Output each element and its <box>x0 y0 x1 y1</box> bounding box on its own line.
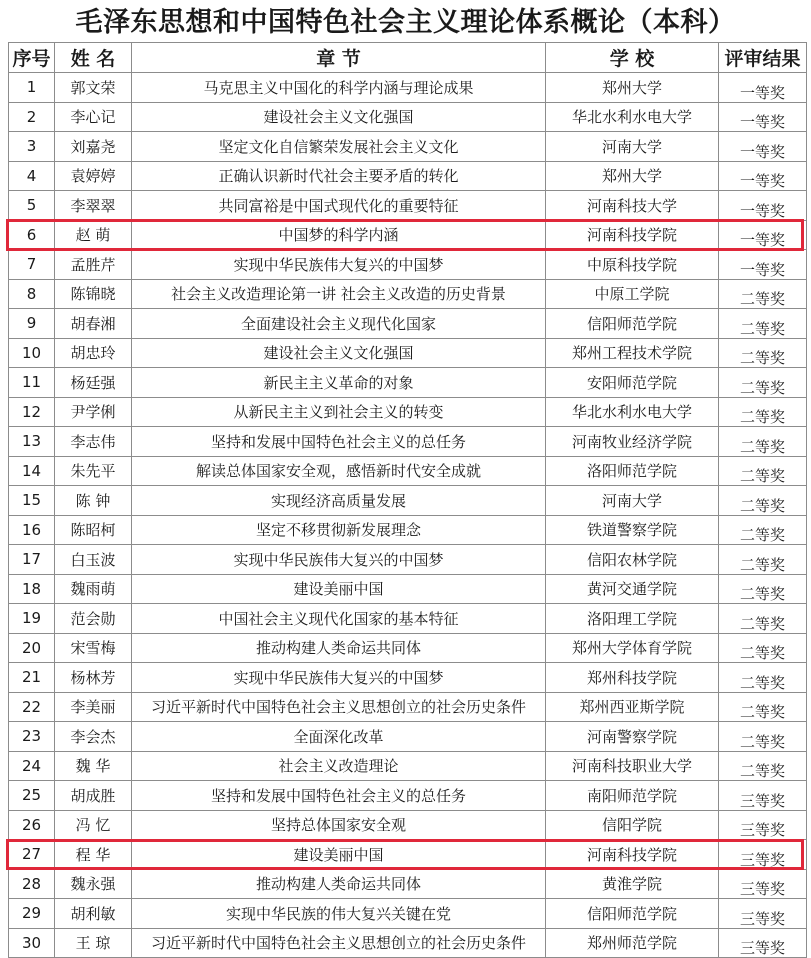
row-no-cell: 20 <box>9 633 55 663</box>
row-no-cell: 21 <box>9 663 55 693</box>
row-result-cell: 一等奖 <box>719 161 807 191</box>
row-school-cell: 南阳师范学院 <box>546 781 719 811</box>
row-name-cell: 李美丽 <box>55 692 132 722</box>
row-chapter-cell: 推动构建人类命运共同体 <box>132 869 546 899</box>
row-chapter-cell: 实现中华民族的伟大复兴关键在党 <box>132 899 546 929</box>
row-name-cell: 袁婷婷 <box>55 161 132 191</box>
page-title: 毛泽东思想和中国特色社会主义理论体系概论（本科） <box>75 7 736 38</box>
row-chapter-cell: 习近平新时代中国特色社会主义思想创立的社会历史条件 <box>132 928 546 958</box>
row-name-cell: 陈昭柯 <box>55 515 132 545</box>
table-row <box>9 899 807 929</box>
row-no-cell: 2 <box>9 102 55 132</box>
table-body <box>9 73 807 958</box>
row-no-cell: 3 <box>9 132 55 162</box>
row-result-cell: 二等奖 <box>719 633 807 663</box>
row-no-cell: 6 <box>9 220 55 250</box>
row-no-cell: 18 <box>9 574 55 604</box>
row-chapter-cell: 建设美丽中国 <box>132 574 546 604</box>
row-name-cell: 尹学俐 <box>55 397 132 427</box>
row-school-cell: 中原工学院 <box>546 279 719 309</box>
row-no-cell: 15 <box>9 486 55 516</box>
row-name-cell: 范会勋 <box>55 604 132 634</box>
row-no-cell: 11 <box>9 368 55 398</box>
row-result-cell: 三等奖 <box>719 928 807 958</box>
row-school-cell: 郑州大学 <box>546 161 719 191</box>
row-no-cell: 4 <box>9 161 55 191</box>
table-row <box>9 486 807 516</box>
table-row <box>9 427 807 457</box>
row-result-cell: 二等奖 <box>719 574 807 604</box>
row-school-cell: 河南大学 <box>546 132 719 162</box>
row-result-cell: 二等奖 <box>719 309 807 339</box>
row-school-cell: 河南科技职业大学 <box>546 751 719 781</box>
row-name-cell: 李会杰 <box>55 722 132 752</box>
row-chapter-cell: 坚持和发展中国特色社会主义的总任务 <box>132 427 546 457</box>
table-row <box>9 191 807 221</box>
table-row <box>9 250 807 280</box>
table-row <box>9 309 807 339</box>
row-name-cell: 李心记 <box>55 102 132 132</box>
row-chapter-cell: 建设社会主义文化强国 <box>132 338 546 368</box>
table-row <box>9 397 807 427</box>
row-school-cell: 黄河交通学院 <box>546 574 719 604</box>
row-name-cell: 白玉波 <box>55 545 132 575</box>
row-name-cell: 李志伟 <box>55 427 132 457</box>
table-row <box>9 456 807 486</box>
row-result-cell: 二等奖 <box>719 604 807 634</box>
row-name-cell: 陈锦晓 <box>55 279 132 309</box>
row-name-cell: 宋雪梅 <box>55 633 132 663</box>
row-school-cell: 黄淮学院 <box>546 869 719 899</box>
row-school-cell: 郑州西亚斯学院 <box>546 692 719 722</box>
row-no-cell: 9 <box>9 309 55 339</box>
row-no-cell: 12 <box>9 397 55 427</box>
row-school-cell: 河南科技学院 <box>546 840 719 870</box>
row-chapter-cell: 实现中华民族伟大复兴的中国梦 <box>132 545 546 575</box>
row-result-cell: 三等奖 <box>719 899 807 929</box>
row-chapter-cell: 社会主义改造理论第一讲 社会主义改造的历史背景 <box>132 279 546 309</box>
row-school-cell: 河南大学 <box>546 486 719 516</box>
row-no-cell: 13 <box>9 427 55 457</box>
row-result-cell: 一等奖 <box>719 132 807 162</box>
row-no-cell: 7 <box>9 250 55 280</box>
table-row <box>9 220 807 250</box>
row-chapter-cell: 从新民主主义到社会主义的转变 <box>132 397 546 427</box>
table-row <box>9 869 807 899</box>
row-result-cell: 二等奖 <box>719 545 807 575</box>
row-school-cell: 河南牧业经济学院 <box>546 427 719 457</box>
table-row <box>9 515 807 545</box>
row-chapter-cell: 社会主义改造理论 <box>132 751 546 781</box>
row-school-cell: 河南警察学院 <box>546 722 719 752</box>
row-chapter-cell: 坚持和发展中国特色社会主义的总任务 <box>132 781 546 811</box>
row-result-cell: 二等奖 <box>719 722 807 752</box>
row-result-cell: 三等奖 <box>719 781 807 811</box>
row-result-cell: 二等奖 <box>719 279 807 309</box>
row-name-cell: 魏雨萌 <box>55 574 132 604</box>
header-school: 学 校 <box>546 43 719 73</box>
row-chapter-cell: 建设美丽中国 <box>132 840 546 870</box>
table-row <box>9 692 807 722</box>
row-no-cell: 14 <box>9 456 55 486</box>
header-chapter: 章 节 <box>132 43 546 73</box>
row-school-cell: 信阳学院 <box>546 810 719 840</box>
row-chapter-cell: 建设社会主义文化强国 <box>132 102 546 132</box>
row-chapter-cell: 实现经济高质量发展 <box>132 486 546 516</box>
row-name-cell: 陈 钟 <box>55 486 132 516</box>
row-school-cell: 河南科技大学 <box>546 191 719 221</box>
row-school-cell: 信阳师范学院 <box>546 899 719 929</box>
row-chapter-cell: 坚定文化自信繁荣发展社会主义文化 <box>132 132 546 162</box>
row-school-cell: 河南科技学院 <box>546 220 719 250</box>
row-result-cell: 一等奖 <box>719 102 807 132</box>
table-row <box>9 73 807 103</box>
row-name-cell: 魏永强 <box>55 869 132 899</box>
row-chapter-cell: 中国梦的科学内涵 <box>132 220 546 250</box>
row-chapter-cell: 全面建设社会主义现代化国家 <box>132 309 546 339</box>
row-name-cell: 程 华 <box>55 840 132 870</box>
table-row <box>9 781 807 811</box>
row-chapter-cell: 马克思主义中国化的科学内涵与理论成果 <box>132 73 546 103</box>
row-result-cell: 二等奖 <box>719 397 807 427</box>
row-result-cell: 二等奖 <box>719 338 807 368</box>
table-row <box>9 368 807 398</box>
row-no-cell: 5 <box>9 191 55 221</box>
row-chapter-cell: 新民主主义革命的对象 <box>132 368 546 398</box>
row-chapter-cell: 中国社会主义现代化国家的基本特征 <box>132 604 546 634</box>
row-school-cell: 洛阳理工学院 <box>546 604 719 634</box>
row-chapter-cell: 坚定不移贯彻新发展理念 <box>132 515 546 545</box>
table-row <box>9 722 807 752</box>
header-no: 序号 <box>9 43 55 73</box>
table-row <box>9 574 807 604</box>
row-no-cell: 27 <box>9 840 55 870</box>
row-school-cell: 郑州大学 <box>546 73 719 103</box>
row-no-cell: 25 <box>9 781 55 811</box>
header-result: 评审结果 <box>719 43 807 73</box>
row-no-cell: 28 <box>9 869 55 899</box>
row-name-cell: 胡春湘 <box>55 309 132 339</box>
row-name-cell: 杨廷强 <box>55 368 132 398</box>
row-chapter-cell: 全面深化改革 <box>132 722 546 752</box>
row-name-cell: 胡忠玲 <box>55 338 132 368</box>
row-no-cell: 10 <box>9 338 55 368</box>
row-no-cell: 30 <box>9 928 55 958</box>
header-name: 姓 名 <box>55 43 132 73</box>
row-chapter-cell: 正确认识新时代社会主要矛盾的转化 <box>132 161 546 191</box>
table-row <box>9 102 807 132</box>
row-name-cell: 杨林芳 <box>55 663 132 693</box>
row-school-cell: 铁道警察学院 <box>546 515 719 545</box>
row-no-cell: 19 <box>9 604 55 634</box>
row-result-cell: 二等奖 <box>719 515 807 545</box>
table-row <box>9 132 807 162</box>
row-school-cell: 郑州大学体育学院 <box>546 633 719 663</box>
row-school-cell: 华北水利水电大学 <box>546 397 719 427</box>
table-row <box>9 840 807 870</box>
row-chapter-cell: 实现中华民族伟大复兴的中国梦 <box>132 663 546 693</box>
row-chapter-cell: 推动构建人类命运共同体 <box>132 633 546 663</box>
row-result-cell: 二等奖 <box>719 692 807 722</box>
award-table <box>8 42 807 958</box>
row-result-cell: 二等奖 <box>719 427 807 457</box>
row-school-cell: 洛阳师范学院 <box>546 456 719 486</box>
row-result-cell: 二等奖 <box>719 368 807 398</box>
header-row <box>9 43 807 73</box>
table-row <box>9 633 807 663</box>
row-name-cell: 胡成胜 <box>55 781 132 811</box>
row-result-cell: 三等奖 <box>719 840 807 870</box>
row-no-cell: 23 <box>9 722 55 752</box>
table-row <box>9 279 807 309</box>
row-school-cell: 中原科技学院 <box>546 250 719 280</box>
row-no-cell: 29 <box>9 899 55 929</box>
row-no-cell: 17 <box>9 545 55 575</box>
row-school-cell: 信阳师范学院 <box>546 309 719 339</box>
row-chapter-cell: 共同富裕是中国式现代化的重要特征 <box>132 191 546 221</box>
row-name-cell: 魏 华 <box>55 751 132 781</box>
row-school-cell: 郑州师范学院 <box>546 928 719 958</box>
row-result-cell: 一等奖 <box>719 73 807 103</box>
row-result-cell: 二等奖 <box>719 751 807 781</box>
table-row <box>9 928 807 958</box>
row-result-cell: 三等奖 <box>719 869 807 899</box>
row-no-cell: 8 <box>9 279 55 309</box>
row-chapter-cell: 习近平新时代中国特色社会主义思想创立的社会历史条件 <box>132 692 546 722</box>
table-row <box>9 338 807 368</box>
row-no-cell: 16 <box>9 515 55 545</box>
row-name-cell: 冯 忆 <box>55 810 132 840</box>
row-chapter-cell: 坚持总体国家安全观 <box>132 810 546 840</box>
row-name-cell: 刘嘉尧 <box>55 132 132 162</box>
table-row <box>9 751 807 781</box>
row-name-cell: 李翠翠 <box>55 191 132 221</box>
row-school-cell: 郑州工程技术学院 <box>546 338 719 368</box>
row-chapter-cell: 实现中华民族伟大复兴的中国梦 <box>132 250 546 280</box>
table-row <box>9 161 807 191</box>
row-no-cell: 22 <box>9 692 55 722</box>
row-no-cell: 26 <box>9 810 55 840</box>
row-name-cell: 胡利敏 <box>55 899 132 929</box>
row-school-cell: 华北水利水电大学 <box>546 102 719 132</box>
row-result-cell: 二等奖 <box>719 456 807 486</box>
table-row <box>9 810 807 840</box>
row-name-cell: 孟胜芹 <box>55 250 132 280</box>
row-chapter-cell: 解读总体国家安全观，感悟新时代安全成就 <box>132 456 546 486</box>
row-no-cell: 24 <box>9 751 55 781</box>
row-result-cell: 一等奖 <box>719 220 807 250</box>
row-name-cell: 郭文荣 <box>55 73 132 103</box>
table-row <box>9 604 807 634</box>
row-name-cell: 赵 萌 <box>55 220 132 250</box>
row-result-cell: 一等奖 <box>719 191 807 221</box>
row-school-cell: 信阳农林学院 <box>546 545 719 575</box>
row-name-cell: 王 琼 <box>55 928 132 958</box>
table-row <box>9 663 807 693</box>
row-result-cell: 一等奖 <box>719 250 807 280</box>
row-result-cell: 二等奖 <box>719 486 807 516</box>
row-school-cell: 安阳师范学院 <box>546 368 719 398</box>
row-no-cell: 1 <box>9 73 55 103</box>
row-result-cell: 二等奖 <box>719 663 807 693</box>
row-name-cell: 朱先平 <box>55 456 132 486</box>
row-result-cell: 三等奖 <box>719 810 807 840</box>
row-school-cell: 郑州科技学院 <box>546 663 719 693</box>
table-row <box>9 545 807 575</box>
